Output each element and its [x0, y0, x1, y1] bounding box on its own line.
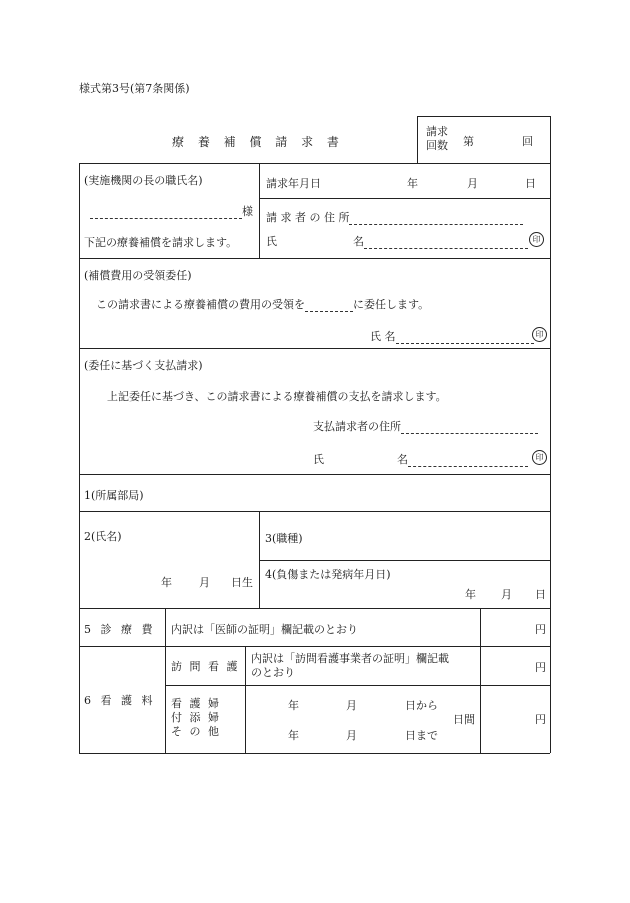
period-days: 日間: [453, 713, 475, 726]
department-label: 1(所属部局): [84, 489, 144, 502]
occupation-label: 3(職種): [265, 532, 303, 545]
payment-text: 上記委任に基づき、この請求書による療養補償の支払を請求します。: [107, 390, 447, 403]
period-start-month: 月: [346, 699, 357, 712]
addressee-heading: (実施機関の長の職氏名): [84, 174, 203, 187]
delegation-heading: (補償費用の受領委任): [84, 269, 192, 282]
period-end-year: 年: [288, 729, 299, 742]
claim-date-month: 月: [467, 177, 478, 190]
delegation-name-label: 氏 名: [370, 330, 396, 343]
name-label: 2(氏名): [84, 530, 122, 543]
payment-heading: (委任に基づく支払請求): [84, 359, 203, 372]
delegate-name-field[interactable]: [305, 310, 353, 312]
form-title: 療 養 補 償 請 求 書: [172, 135, 344, 149]
addressee-name-field[interactable]: [90, 203, 253, 219]
birth-month: 月: [199, 576, 210, 589]
visit-nursing-unit: 円: [535, 661, 546, 674]
seal-icon: 印: [532, 450, 547, 465]
payer-address-label: 支払請求者の住所: [313, 420, 401, 433]
payer-address-field[interactable]: [313, 418, 538, 434]
visit-nursing-detail: 内訳は「訪問看護事業者の証明」欄記載 のとおり: [251, 652, 449, 679]
claimant-name-label-2: 名: [353, 235, 364, 248]
period-end-month: 月: [346, 729, 357, 742]
claim-count-suffix: 回: [522, 135, 533, 148]
period-start-day: 日から: [405, 699, 438, 712]
birth-day: 日生: [231, 576, 253, 589]
claim-date-label: 請求年月日: [266, 177, 321, 190]
honorific: 様: [242, 205, 253, 218]
payer-name-label-1: 氏: [313, 453, 324, 466]
claim-date-year: 年: [407, 177, 418, 190]
claimant-name-field[interactable]: [353, 233, 528, 249]
birth-year: 年: [161, 576, 172, 589]
injury-day: 日: [535, 588, 546, 601]
claimant-address-label: 請 求 者 の 住 所: [266, 211, 350, 224]
claim-count-prefix: 第: [463, 135, 474, 148]
delegation-text: この請求書による療養補償の費用の受領を に委任します。: [96, 298, 430, 311]
period-start-year: 年: [288, 699, 299, 712]
visit-nursing-label: 訪 問 看 護: [171, 660, 240, 673]
claimant-name-label-1: 氏: [266, 235, 277, 248]
medical-fee-label: 5 診 療 費: [84, 623, 156, 636]
medical-fee-detail: 内訳は「医師の証明」欄記載のとおり: [171, 623, 358, 636]
seal-icon: 印: [529, 232, 544, 247]
caregiver-types: 看 護 婦 付 添 婦 そ の 他: [171, 697, 221, 738]
caregiver-fee-unit: 円: [535, 713, 546, 726]
nursing-fee-label: 6 看 護 料: [84, 694, 156, 707]
payer-name-field[interactable]: [397, 451, 528, 467]
injury-year: 年: [465, 588, 476, 601]
claim-count-label: 請求 回数: [426, 125, 448, 152]
injury-date-label: 4(負傷または発病年月日): [265, 568, 391, 581]
period-end-day: 日まで: [405, 729, 438, 742]
injury-month: 月: [501, 588, 512, 601]
delegate-signature-field[interactable]: [370, 328, 534, 344]
request-text: 下記の療養補償を請求します。: [84, 236, 238, 249]
claimant-address-field[interactable]: [266, 209, 523, 225]
form-number: 様式第3号(第7条関係): [79, 82, 190, 95]
seal-icon: 印: [532, 327, 547, 342]
medical-fee-unit: 円: [535, 623, 546, 636]
claim-date-day: 日: [525, 177, 536, 190]
payer-name-label-2: 名: [397, 453, 408, 466]
